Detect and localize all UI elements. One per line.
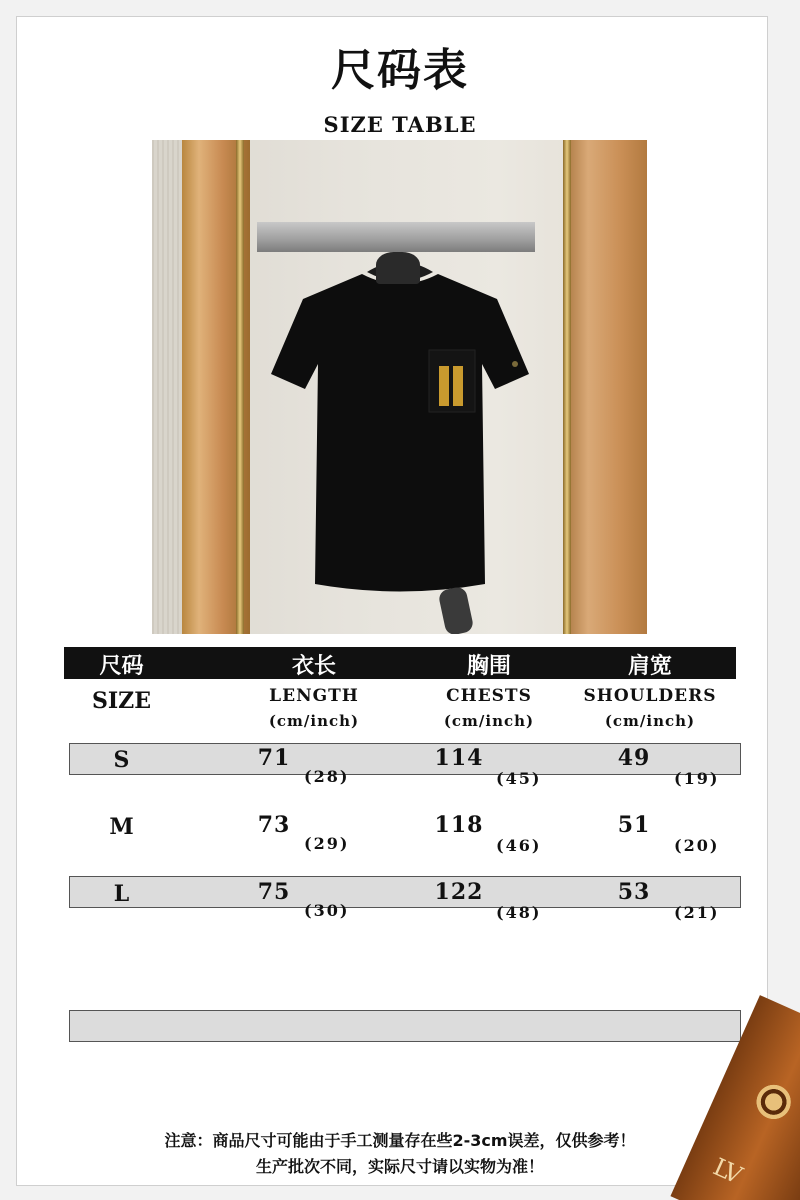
row-size: S (113, 747, 130, 773)
page-title-en: SIZE TABLE (323, 112, 477, 137)
length-cm: 71 (257, 745, 291, 771)
tshirt-image (267, 254, 533, 594)
table-header (64, 647, 736, 679)
row-band-empty (69, 1010, 741, 1042)
chest-inch: (46) (496, 836, 542, 855)
shoulder-inch: (20) (674, 836, 720, 855)
row-size: L (113, 881, 130, 907)
shoulder-cm: 49 (617, 745, 651, 771)
table-row (64, 745, 736, 805)
gold-trim-right (563, 140, 571, 634)
shoulder-cm: 53 (617, 879, 651, 905)
chest-inch: (45) (496, 769, 542, 788)
length-cm: 75 (257, 879, 291, 905)
length-cm: 73 (257, 812, 291, 838)
length-inch: (30) (304, 901, 350, 920)
flower-emblem-icon (747, 1076, 800, 1129)
brand-logo: LV (709, 1152, 745, 1189)
table-row (64, 879, 736, 939)
wood-pillar-right (563, 140, 647, 634)
page-title-cn: 尺码表 (331, 45, 469, 96)
gold-trim-left (236, 140, 244, 634)
table-subheader (64, 684, 736, 740)
shoulder-inch: (19) (674, 769, 720, 788)
shoulder-cm: 51 (617, 812, 651, 838)
header-chest-cn: 胸围 (466, 654, 511, 679)
chest-cm: 114 (434, 745, 484, 771)
length-inch: (28) (304, 767, 350, 786)
header-size-cn: 尺码 (99, 654, 144, 679)
product-photo (152, 140, 647, 634)
display-shelf (257, 222, 535, 252)
chest-cm: 118 (434, 812, 484, 838)
header-length-cn: 衣长 (291, 654, 336, 679)
table-row (64, 812, 736, 872)
length-inch: (29) (304, 834, 350, 853)
size-label: SIZE (91, 688, 151, 714)
header-shoulder-cn: 肩宽 (627, 654, 672, 679)
row-size: M (109, 814, 134, 840)
chest-label: CHESTS (446, 686, 532, 706)
chest-cm: 122 (434, 879, 484, 905)
chest-inch: (48) (496, 903, 542, 922)
shoulder-unit: (cm/inch) (604, 712, 696, 730)
hanger (376, 252, 420, 284)
shoulder-label: SHOULDERS (583, 686, 717, 706)
note-line-1: 注意：商品尺寸可能由于手工测量存在些2-3cm误差，仅供参考！ (164, 1131, 636, 1150)
shoulder-inch: (21) (674, 903, 720, 922)
note-line-2: 生产批次不同，实际尺寸请以实物为准！ (255, 1157, 544, 1176)
length-unit: (cm/inch) (268, 712, 360, 730)
chest-unit: (cm/inch) (443, 712, 535, 730)
length-label: LENGTH (269, 686, 359, 706)
